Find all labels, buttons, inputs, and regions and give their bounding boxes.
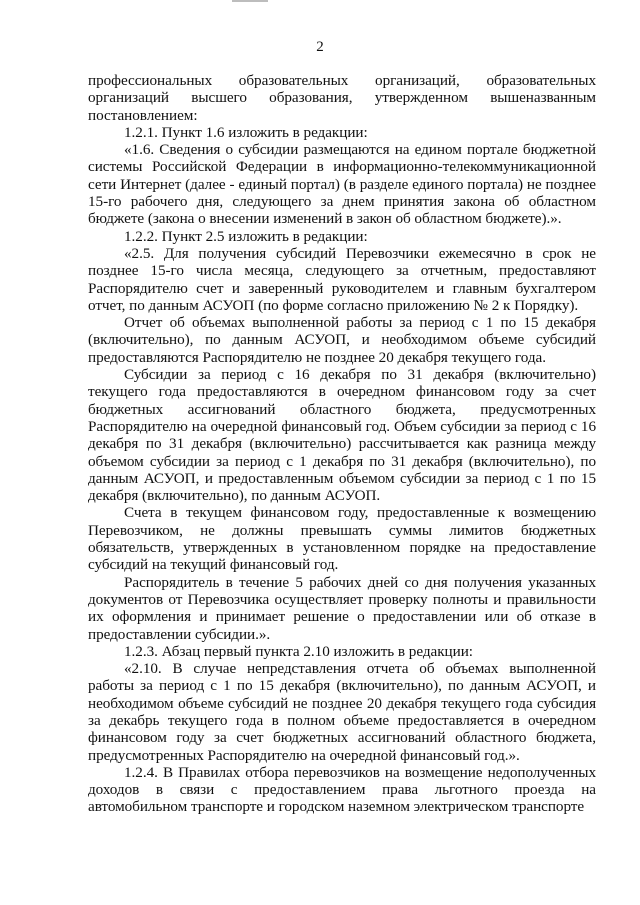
- paragraph-1-2-3-heading: 1.2.3. Абзац первый пункта 2.10 изложить в редакции:: [124, 642, 473, 660]
- top-edge-mark: [232, 0, 268, 2]
- document-body: [88, 72, 596, 816]
- paragraph-clause-1-6: «1.6. Сведения о субсидии размещаются на едином портале бюджетной системы Российской Федерации в информационно-телекоммуникационной сети Интернет (далее - единый портал) (в разделе единого портала) не позднее 15-го рабочего дня, следующего за днем принятия закона об областном бюджете (закона о внесении изменений в закон об областном бюджете).».: [88, 141, 596, 228]
- paragraph-1-2-1-heading: 1.2.1. Пункт 1.6 изложить в редакции:: [124, 123, 368, 141]
- paragraph-clause-2-5: «2.5. Для получения субсидий Перевозчики ежемесячно в срок не позднее 15-го числа месяца, следующего за отчетным, предоставляют Распорядителю счет и заверенный руководителем и главным бухгалтером отчет, по данным АСУОП (по форме согласно приложению № 2 к Порядку).: [88, 244, 596, 314]
- paragraph-report-december: Отчет об объемах выполненной работы за период с 1 по 15 декабря (включительно), по данным АСУОП, и необходимом объеме субсидий предоставляются Распорядителю не позднее 20 декабря текущего года.: [88, 314, 596, 366]
- paragraph-subsidy-period: Субсидии за период с 16 декабря по 31 декабря (включительно) текущего года предоставляются в очередном финансовом году за счет бюджетных ассигнований областного бюджета, предусмотренных Распорядителю на очередной финансовый год. Объем субсидии за период с 16 декабря по 31 декабря (включительно) рассчитывается как разница между объемом субсидии за период с 1 декабря по 31 декабря (включительно), по данным АСУОП, и предоставленным объемом субсидии за период с 1 по 15 декабря (включительно), по данным АСУОП.: [88, 366, 596, 505]
- paragraph-1-2-2-heading: 1.2.2. Пункт 2.5 изложить в редакции:: [124, 227, 368, 245]
- paragraph-clause-2-10: «2.10. В случае непредставления отчета об объемах выполненной работы за период с 1 по 15 декабря (включительно), по данным АСУОП, и необходимом объеме субсидий не позднее 20 декабря текущего года субсидия за декабрь текущего года в полном объеме предоставляется в очередном финансовом году за счет бюджетных ассигнований областного бюджета, предусмотренных Распорядителю на очередной финансовый год.».: [88, 660, 596, 764]
- paragraph-invoices: Счета в текущем финансовом году, предоставленные к возмещению Перевозчиком, не должны превышать суммы лимитов бюджетных обязательств, утвержденных в установленном порядке на предоставление субсидий на текущий финансовый год.: [88, 504, 596, 574]
- paragraph-distributor-review: Распорядитель в течение 5 рабочих дней со дня получения указанных документов от Перевозчика осуществляет проверку полноты и правильности их оформления и принимает решение о предоставлении или об отказе в предоставлении субсидии.».: [88, 573, 596, 643]
- paragraph-1-2-4: 1.2.4. В Правилах отбора перевозчиков на возмещение недополученных доходов в связи с предоставлением права льготного проезда на автомобильном транспорте и городском наземном электрическом транспорте: [88, 763, 596, 816]
- page-number: 2: [316, 39, 324, 55]
- paragraph-continuation: профессиональных образовательных организаций, образовательных организаций высшего образования, утвержденном вышеназванным постановлением:: [88, 72, 596, 124]
